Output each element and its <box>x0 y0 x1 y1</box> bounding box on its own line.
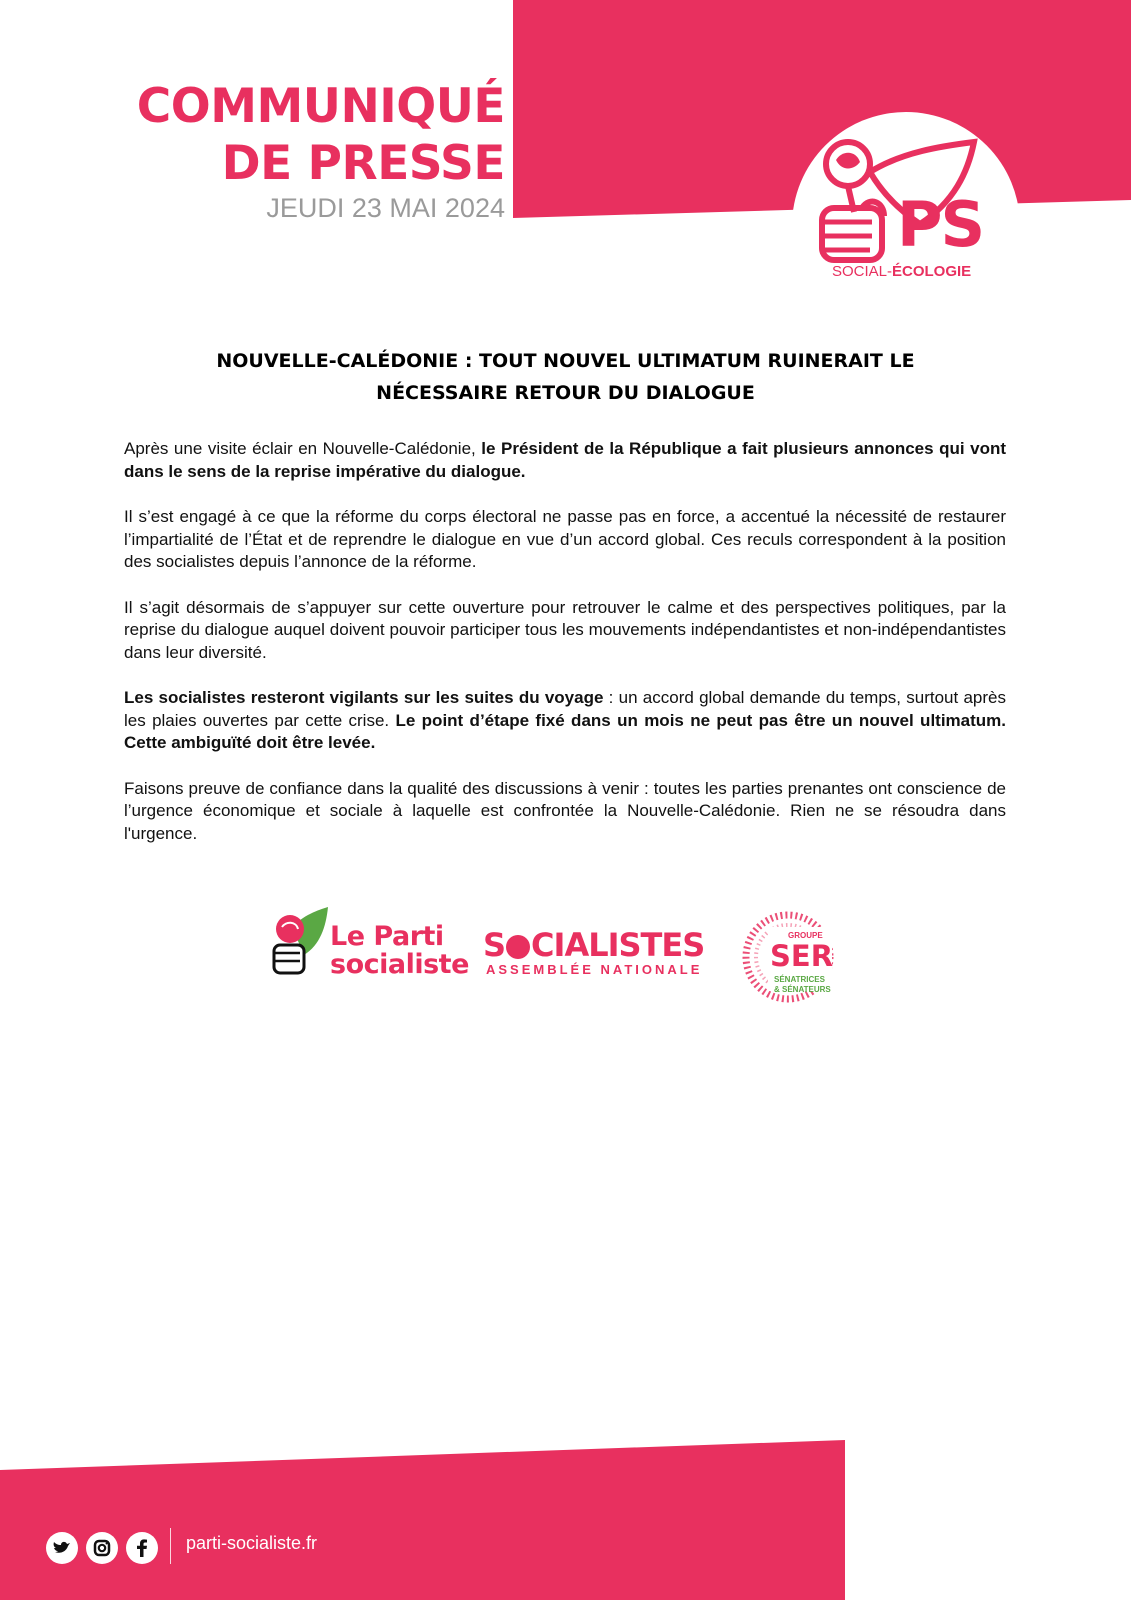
title-line-2: DE PRESSE <box>221 136 505 191</box>
ps-social-ecologie-logo <box>792 112 1020 340</box>
ps-tagline: SOCIAL-ÉCOLOGIE <box>832 263 972 280</box>
rose-leaf-icon <box>270 907 330 977</box>
footer-divider <box>170 1528 171 1564</box>
paragraph-3: Il s’agit désormais de s’appuyer sur cette ouverture pour retrouver le calme et des perspectives politiques, par la reprise du dialogue auquel doivent pouvoir participer tous les mouvements indépendantistes et non-indépendantistes dans leur diversité. <box>124 597 1006 662</box>
footer-band <box>0 1440 1131 1600</box>
rose-icon <box>506 935 530 959</box>
page-title <box>0 78 505 192</box>
release-date: JEUDI 23 MAI 2024 <box>266 193 505 223</box>
website-link[interactable]: parti-socialiste.fr <box>186 1533 318 1553</box>
socialistes-assemblee-logo <box>483 928 713 988</box>
facebook-icon[interactable] <box>126 1532 158 1564</box>
ps-letters: PS <box>897 188 984 261</box>
headline-line-1: NOUVELLE-CALÉDONIE : TOUT NOUVEL ULTIMATUM RUINERAIT LE <box>216 350 915 372</box>
paragraph-1: Après une visite éclair en Nouvelle-Calédonie, le Président de la République a fait plusieurs annonces qui vont dans le sens de la reprise impérative du dialogue. <box>124 439 1007 481</box>
instagram-icon[interactable] <box>86 1532 118 1564</box>
headline <box>140 345 991 409</box>
ser-wordmark: SER <box>770 939 834 973</box>
twitter-icon[interactable] <box>46 1532 78 1564</box>
groupe-ser-logo <box>740 907 840 1007</box>
press-release-body <box>124 438 1006 868</box>
socialistes-wordmark: S CIALISTES <box>483 926 705 964</box>
title-line-1: COMMUNIQUÉ <box>136 79 505 134</box>
ser-subtitle: SÉNATRICES & SÉNATEURS <box>774 975 831 994</box>
paragraph-4: Les socialistes resteront vigilants sur les suites du voyage : un accord global demande du temps, surtout après les plaies ouvertes par cette crise. Le point d’étape fixé dans un mois ne peut pas être un nouvel ultimatum. Cette ambiguïté doit être levée. <box>124 688 1007 752</box>
partner-logos <box>270 915 870 1015</box>
socialistes-subtitle: ASSEMBLÉE NATIONALE <box>486 962 703 977</box>
parti-socialiste-wordmark: Le Parti socialiste <box>330 921 469 980</box>
ser-groupe-label: GROUPE <box>788 931 823 940</box>
headline-line-2: NÉCESSAIRE RETOUR DU DIALOGUE <box>376 382 755 404</box>
paragraph-5: Faisons preuve de confiance dans la qualité des discussions à venir : toutes les parties prenantes ont conscience de l’urgence économique et sociale à laquelle est confrontée la Nouvelle-Calédonie. Rien ne se résoudra dans l'urgence. <box>124 778 1006 843</box>
paragraph-2: Il s’est engagé à ce que la réforme du corps électoral ne passe pas en force, a accentué la nécessité de restaurer l’impartialité de l’État et de reprendre le dialogue en vue d’un accord global. Ces reculs correspondent à la position des socialistes depuis l’annonce de la réforme. <box>124 507 1006 571</box>
parti-socialiste-logo <box>270 915 470 995</box>
